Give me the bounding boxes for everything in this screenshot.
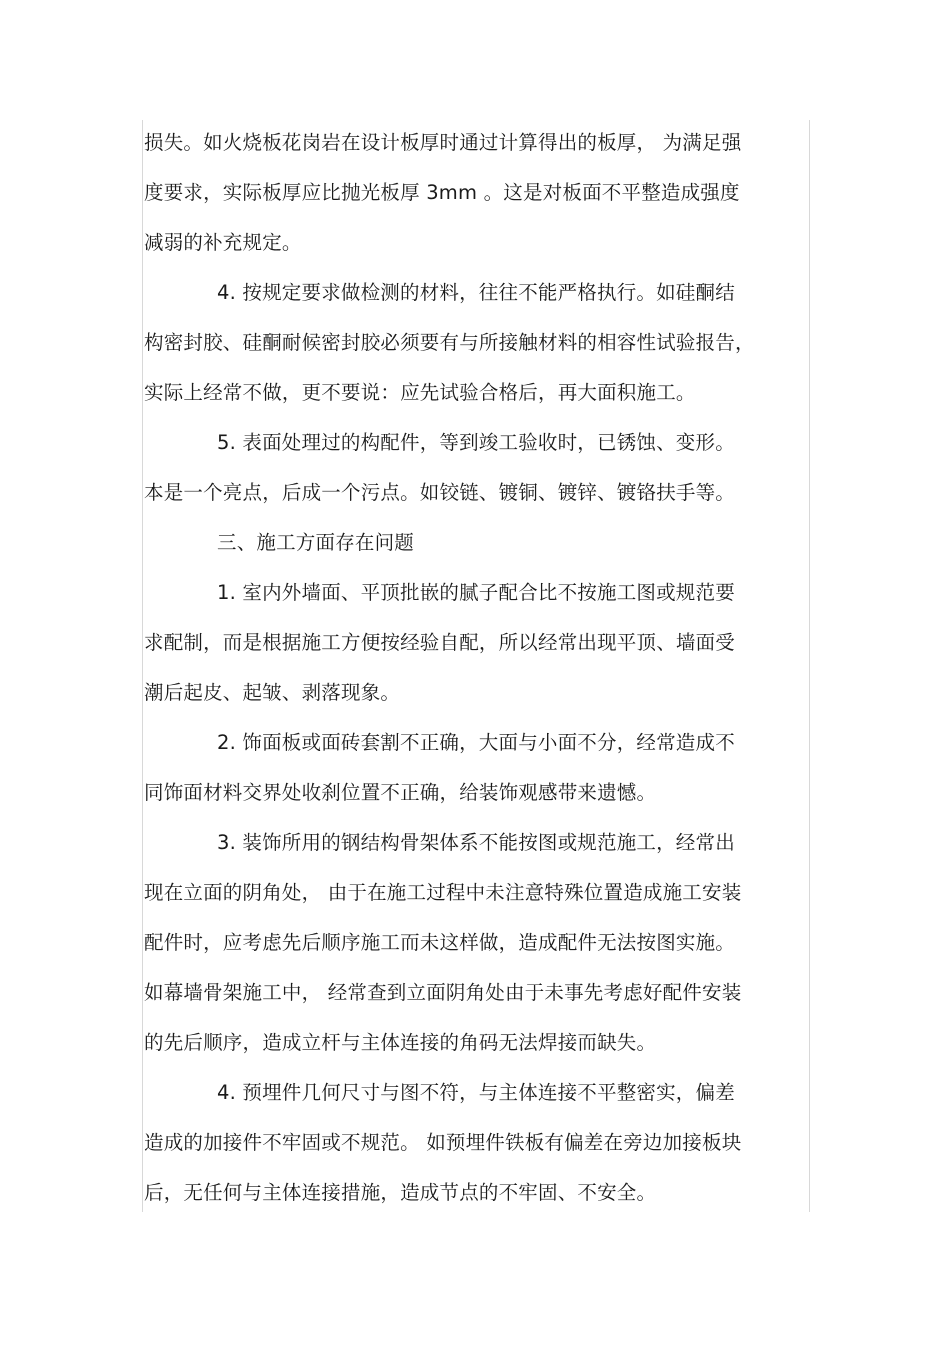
text-line: 造成的加接件不牢固或不规范。 如预埋件铁板有偏差在旁边加接板块 <box>144 1131 742 1154</box>
list-item-start: 3. 装饰所用的钢结构骨架体系不能按图或规范施工，经常出 <box>217 831 735 854</box>
text-line: 的先后顺序，造成立杆与主体连接的角码无法焊接而缺失。 <box>144 1031 657 1054</box>
text-line: 现在立面的阴角处， 由于在施工过程中未注意特殊位置造成施工安装 <box>144 881 742 904</box>
text-line: 潮后起皮、起皱、剥落现象。 <box>144 681 401 704</box>
text-line: 后，无任何与主体连接措施，造成节点的不牢固、不安全。 <box>144 1181 657 1204</box>
text-line: 求配制，而是根据施工方便按经验自配，所以经常出现平顶、墙面受 <box>144 631 736 654</box>
list-item-start: 4. 按规定要求做检测的材料，往往不能严格执行。如硅酮结 <box>217 281 735 304</box>
list-item-start: 2. 饰面板或面砖套割不正确，大面与小面不分，经常造成不 <box>217 731 735 754</box>
text-line: 损失。如火烧板花岗岩在设计板厚时通过计算得出的板厚， 为满足强 <box>144 131 742 154</box>
text-line: 实际上经常不做，更不要说：应先试验合格后，再大面积施工。 <box>144 381 696 404</box>
list-item-start: 1. 室内外墙面、平顶批嵌的腻子配合比不按施工图或规范要 <box>217 581 735 604</box>
text-line: 减弱的补充规定。 <box>144 231 302 254</box>
text-line: 同饰面材料交界处收刹位置不正确，给装饰观感带来遗憾。 <box>144 781 657 804</box>
section-heading: 三、施工方面存在问题 <box>217 531 415 554</box>
text-line: 本是一个亮点，后成一个污点。如铰链、镀铜、镀锌、镀铬扶手等。 <box>144 481 736 504</box>
text-line: 度要求，实际板厚应比抛光板厚 3mm 。这是对板面不平整造成强度 <box>144 181 740 204</box>
list-item-start: 4. 预埋件几何尺寸与图不符，与主体连接不平整密实，偏差 <box>217 1081 735 1104</box>
text-line: 构密封胶、硅酮耐候密封胶必须要有与所接触材料的相容性试验报告， <box>144 331 755 354</box>
text-line: 如幕墙骨架施工中， 经常查到立面阴角处由于未事先考虑好配件安装 <box>144 981 742 1004</box>
list-item-start: 5. 表面处理过的构配件，等到竣工验收时，已锈蚀、变形。 <box>217 431 735 454</box>
text-line: 配件时，应考虑先后顺序施工而未这样做，造成配件无法按图实施。 <box>144 931 736 954</box>
